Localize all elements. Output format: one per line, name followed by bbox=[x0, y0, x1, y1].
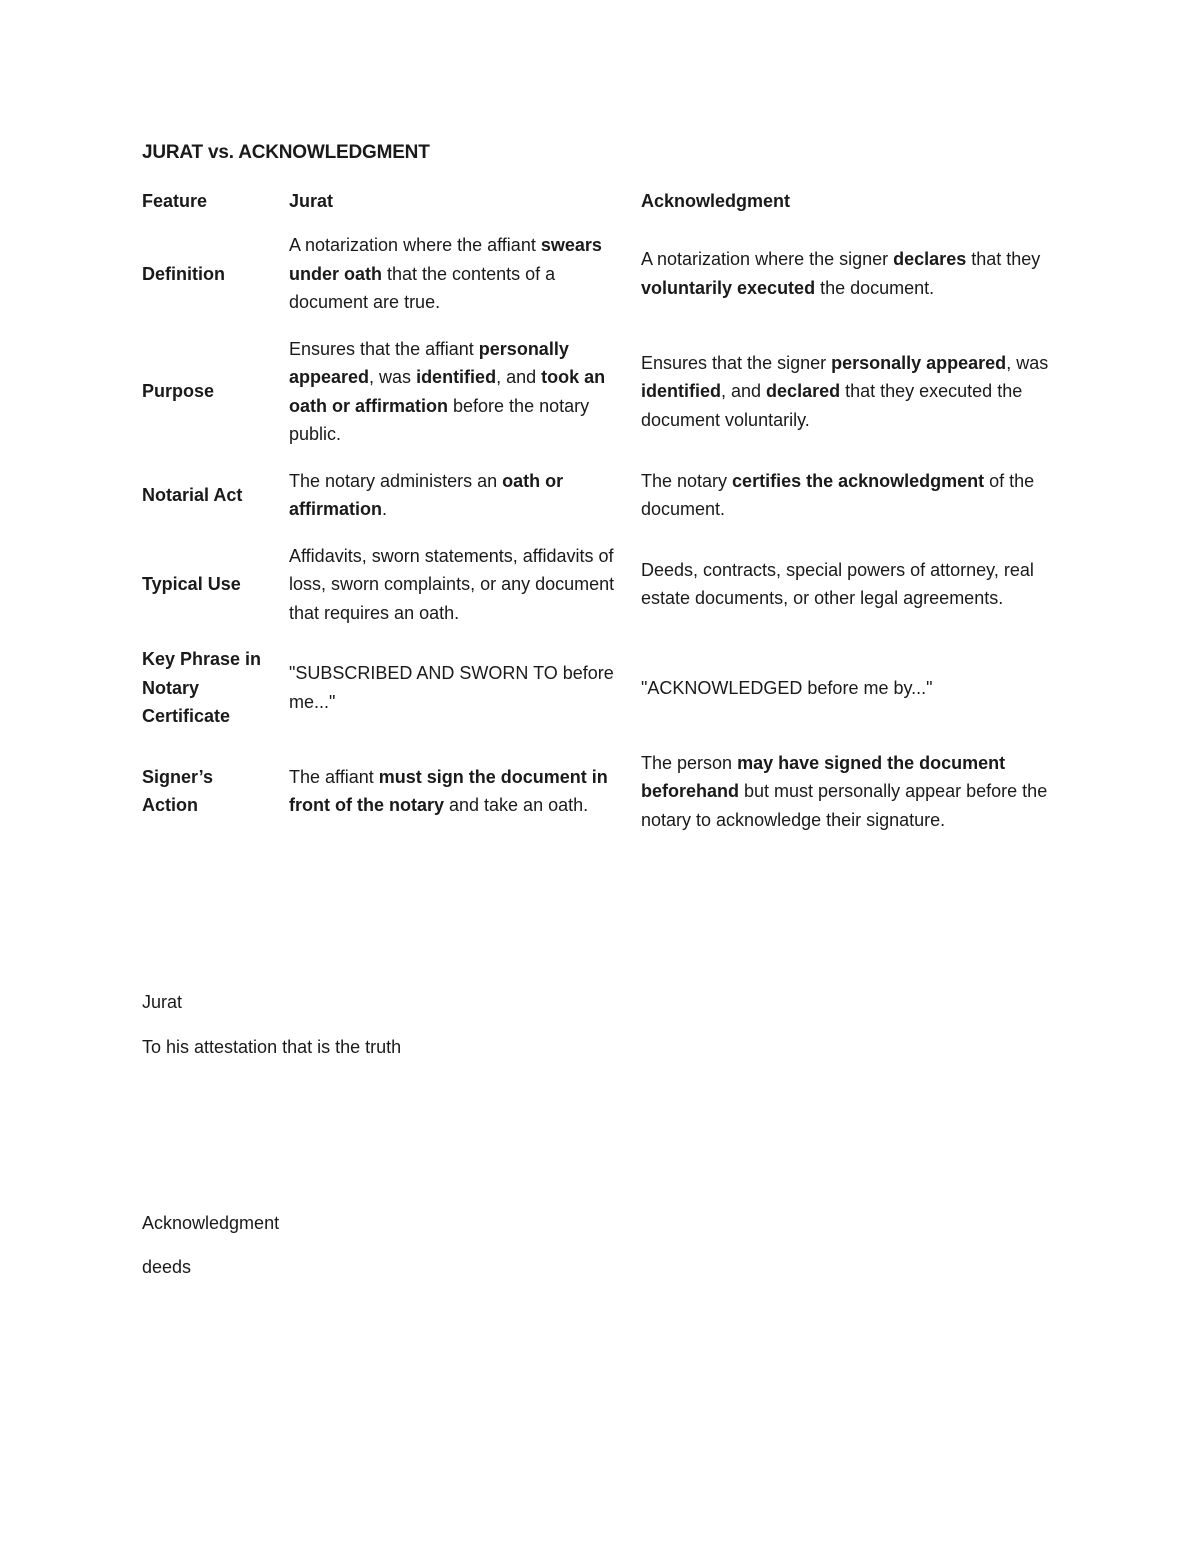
table-row-purpose bbox=[134, 326, 1064, 458]
feature-cell: Key Phrase in Notary Certificate bbox=[142, 649, 262, 726]
document-title: JURAT vs. ACKNOWLEDGMENT bbox=[142, 142, 430, 163]
note-acknowledgment-text: deeds bbox=[142, 1257, 192, 1277]
feature-cell: Signer’s Action bbox=[142, 766, 214, 816]
feature-cell: Typical Use bbox=[142, 574, 241, 594]
feature-cell: Notarial Act bbox=[142, 484, 243, 505]
column-header-feature: Feature bbox=[142, 190, 208, 211]
feature-cell: Purpose bbox=[142, 381, 215, 402]
column-header-acknowledgment: Acknowledgment bbox=[641, 190, 791, 211]
table-header-row bbox=[134, 180, 1064, 222]
acknowledgment-cell: The person may have signed the document beforehand but must personally appear before the notary to acknowledge their signature. bbox=[641, 752, 1048, 830]
comparison-table bbox=[134, 180, 1064, 843]
feature-cell: Definition bbox=[142, 263, 225, 284]
jurat-cell: Affidavits, sworn statements, affidavits of loss, sworn complaints, or any document that requires an oath. bbox=[289, 545, 615, 623]
jurat-cell: The notary administers an oath or affirmation. bbox=[289, 470, 564, 519]
table-row-key-phrase bbox=[134, 636, 1064, 740]
jurat-cell: A notarization where the affiant swears under oath that the contents of a document are true. bbox=[289, 235, 602, 312]
note-acknowledgment-heading: Acknowledgment bbox=[142, 1213, 280, 1233]
note-jurat-heading: Jurat bbox=[142, 992, 183, 1012]
column-header-jurat: Jurat bbox=[289, 190, 334, 211]
note-jurat-text: To his attestation that is the truth bbox=[142, 1037, 402, 1057]
jurat-cell: Ensures that the affiant personally appeared, was identified, and took an oath or affirmation before the notary public. bbox=[289, 338, 606, 444]
table-row-notarial-act bbox=[134, 458, 1064, 533]
acknowledgment-cell: "ACKNOWLEDGED before me by..." bbox=[641, 677, 933, 698]
acknowledgment-cell: The notary certifies the acknowledgment of the document. bbox=[641, 470, 1035, 519]
table-row-signers-action bbox=[134, 740, 1064, 844]
acknowledgment-cell: Ensures that the signer personally appeared, was identified, and declared that they executed the document voluntarily. bbox=[641, 352, 1049, 430]
table-row-definition bbox=[134, 222, 1064, 326]
acknowledgment-cell: A notarization where the signer declares that they voluntarily executed the document. bbox=[641, 249, 1041, 298]
jurat-cell: The affiant must sign the document in front of the notary and take an oath. bbox=[289, 766, 608, 816]
acknowledgment-cell: Deeds, contracts, special powers of attorney, real estate documents, or other legal agreements. bbox=[641, 559, 1034, 609]
jurat-cell: "SUBSCRIBED AND SWORN TO before me..." bbox=[289, 663, 614, 712]
table-row-typical-use bbox=[134, 533, 1064, 637]
